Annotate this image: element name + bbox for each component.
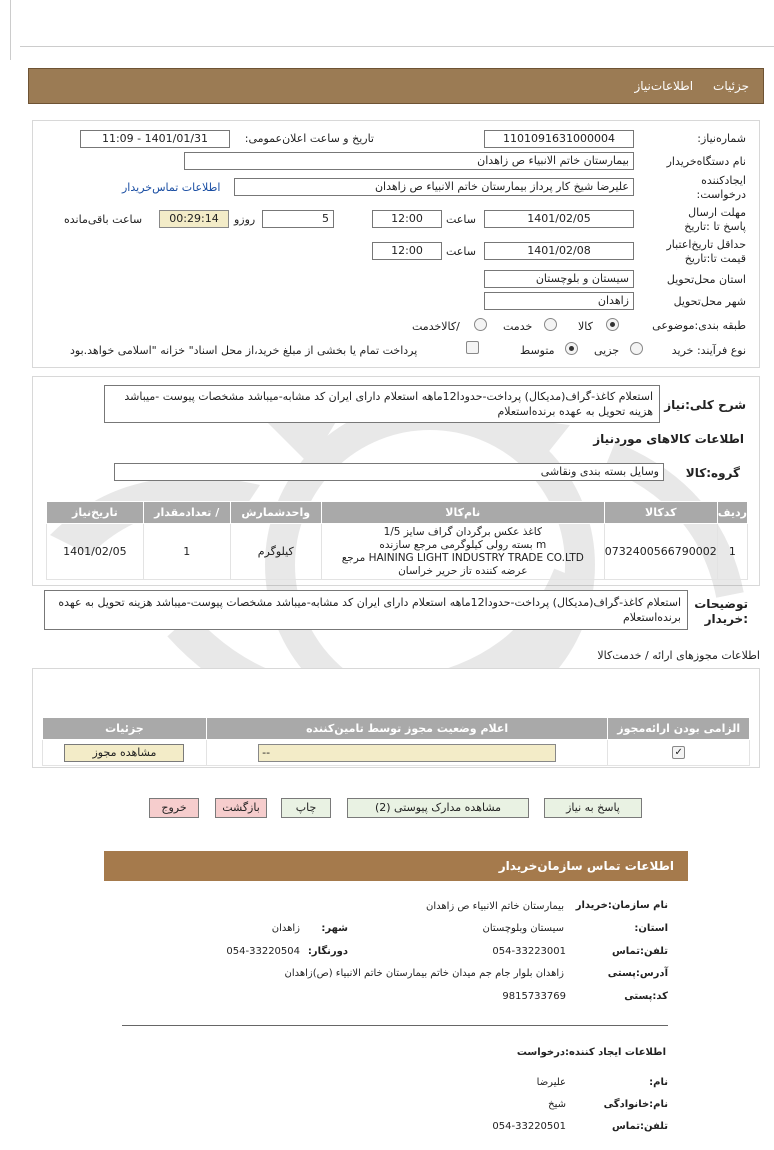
col-required: الزامی بودن ارائه‌مجوز	[608, 718, 750, 740]
city-field: زاهدان	[484, 292, 634, 310]
reply-button[interactable]: پاسخ به نیاز	[544, 798, 642, 818]
contact-city-value: زاهدان	[271, 923, 300, 934]
contact-fax-label: دورنگار:	[307, 946, 348, 957]
table-row	[43, 740, 750, 766]
buyer-note-text: استعلام کاغذ-گراف(مدیکال) پرداخت-حدودا12ماهه استعلام دارای ایران کد مشابه-میباشد مشخصات پیوست-میباشد هزینه تحویل به عهده برنده‌استعلام	[44, 590, 688, 630]
buyer-org-field: بیمارستان خاتم الانبیاء ص زاهدان	[184, 152, 634, 170]
goods-section-title: اطلاعات کالاهای موردنیاز	[593, 432, 744, 446]
province-field: سیستان و بلوچستان	[484, 270, 634, 288]
details-cell	[43, 740, 207, 766]
contact-divider	[122, 1025, 668, 1026]
status-field: --	[258, 744, 556, 762]
col-code: کدکالا	[604, 502, 717, 524]
creator-first-label: نام:	[649, 1077, 668, 1088]
table-row[interactable]	[47, 524, 748, 580]
category-both-label: /کالاخدمت	[412, 320, 460, 333]
contact-address-label: آدرس:پستی	[607, 968, 668, 979]
row-unit: کیلوگرم	[230, 524, 321, 580]
contact-phone-value: 054-33223001	[492, 946, 566, 957]
buyer-org-label: نام دستگاه‌خریدار	[666, 155, 746, 168]
treasury-payment-checkbox[interactable]	[466, 341, 479, 354]
category-both-radio[interactable]	[474, 318, 487, 331]
col-details: جزئیات	[43, 718, 207, 740]
deadline-label: مهلت ارسال پاسخ تا :تاریخ	[684, 206, 746, 233]
col-index: ردیف	[717, 502, 747, 524]
deadline-time-label: ساعت	[446, 213, 476, 226]
contact-org-label: نام سازمان:خریدار	[575, 900, 668, 911]
need-number-label: شماره‌نیاز:	[697, 132, 746, 145]
category-goods-radio[interactable]	[606, 318, 619, 331]
remaining-label: ساعت باقی‌مانده	[64, 213, 143, 226]
attachments-button[interactable]: مشاهده مدارک پیوستی (2)	[347, 798, 529, 818]
col-unit: واحدشمارش	[230, 502, 321, 524]
view-permit-button[interactable]: مشاهده مجوز	[64, 744, 184, 762]
creator-phone-value: 054-33220501	[492, 1121, 566, 1132]
row-name-line2: m بسته رولی کیلوگرمی مرجع سازنده	[379, 538, 547, 551]
contact-title-bar: اطلاعات تماس سازمان‌خریدار	[104, 851, 688, 881]
category-service-radio[interactable]	[544, 318, 557, 331]
validity-label: حداقل تاریخ‌اعتبار قیمت تا:تاریخ	[666, 238, 746, 265]
header-bar	[28, 68, 764, 104]
creator-label: ایجادکننده درخواست:	[696, 174, 746, 201]
col-status: اعلام وضعیت مجوز توسط تامین‌کننده	[206, 718, 608, 740]
process-label: نوع فرآیند: خرید	[671, 344, 746, 357]
announce-field: 1401/01/31 - 11:09	[80, 130, 230, 148]
process-medium-radio[interactable]	[565, 342, 578, 355]
creator-phone-label: تلفن:تماس	[611, 1121, 668, 1132]
goods-group-field: وسایل بسته بندی ونقاشی	[114, 463, 664, 481]
row-name	[321, 524, 604, 580]
validity-date-field: 1401/02/08	[484, 242, 634, 260]
row-date: 1401/02/05	[47, 524, 144, 580]
permits-table	[42, 717, 750, 766]
contact-phone-label: تلفن:تماس	[611, 946, 668, 957]
status-cell	[206, 740, 608, 766]
contact-province-value: سیستان وبلوچستان	[482, 923, 564, 934]
contact-org-value: بیمارستان خاتم الانبیاء ص زاهدان	[425, 901, 564, 912]
contact-city-label: شهر:	[321, 923, 348, 934]
process-small-label: جزیی	[594, 344, 620, 357]
col-name: نام‌کالا	[321, 502, 604, 524]
goods-table-header	[47, 502, 748, 524]
process-medium-label: متوسط	[520, 344, 555, 357]
creator-last-label: نام:خانوادگی	[603, 1099, 668, 1110]
days-field: 5	[262, 210, 334, 228]
deadline-date-field: 1401/02/05	[484, 210, 634, 228]
announce-label: تاریخ و ساعت اعلان‌عمومی:	[244, 132, 374, 145]
creator-first-value: علیرضا	[536, 1077, 566, 1088]
contact-postal-label: کد:پستی	[624, 991, 668, 1002]
col-qty: / تعدادمقدار	[143, 502, 230, 524]
row-qty: 1	[143, 524, 230, 580]
required-cell	[608, 740, 750, 766]
top-divider	[20, 46, 774, 47]
row-name-line4: عرضه کننده تاز حریر خراسان	[398, 564, 528, 577]
goods-table	[46, 501, 748, 580]
creator-info-title: اطلاعات ایجاد کننده:درخواست	[516, 1047, 666, 1058]
buyer-note-label: توضیحات :خریدار	[694, 597, 748, 626]
days-label: روزو	[234, 213, 256, 226]
summary-text: استعلام کاغذ-گراف(مدیکال) پرداخت-حدودا12ماهه استعلام دارای ایران کد مشابه-میباشد مشخصات پیوست -میباشد هزینه تحویل به عهده برنده‌استعلام	[104, 385, 660, 423]
col-date: تاریخ‌نیاز	[47, 502, 144, 524]
row-index: 1	[717, 524, 747, 580]
print-button[interactable]: چاپ	[281, 798, 331, 818]
category-label: طبقه بندی:موضوعی	[652, 319, 746, 332]
remaining-time-field: 00:29:14	[159, 210, 229, 228]
treasury-payment-note: پرداخت تمام یا بخشی از مبلغ خرید،از محل اسناد" خزانه "اسلامی خواهد.بود	[70, 344, 418, 357]
creator-last-value: شیخ	[548, 1099, 566, 1110]
city-label: شهر محل‌تحویل	[673, 295, 746, 308]
buyer-contact-link[interactable]: اطلاعات تماس‌خریدار	[122, 181, 221, 194]
tab-need-info[interactable]: اطلاعات‌نیاز	[634, 79, 694, 93]
row-code: 0732400566790002	[604, 524, 717, 580]
province-label: استان محل‌تحویل	[666, 273, 746, 286]
summary-label: شرح کلی:نیاز	[664, 398, 746, 412]
left-border-line	[10, 0, 11, 60]
required-checkbox: ✓	[672, 746, 685, 759]
validity-time-label: ساعت	[446, 245, 476, 258]
permits-table-header	[43, 718, 750, 740]
tab-details[interactable]: جزئیات	[713, 79, 749, 93]
contact-postal-value: 9815733769	[502, 991, 566, 1002]
contact-address-value: زاهدان بلوار جام جم میدان خاتم بیمارستان خاتم الانبیاء (ص)زاهدان	[284, 968, 564, 979]
deadline-time-field: 12:00	[372, 210, 442, 228]
row-name-line3: HAINING LIGHT INDUSTRY TRADE CO.LTD مرجع	[341, 551, 584, 564]
category-goods-label: کالا	[578, 320, 593, 333]
row-name-line1: کاغذ عکس برگردان گراف سایز 1/5	[383, 525, 542, 538]
contact-province-label: استان:	[634, 923, 668, 934]
permits-title: اطلاعات مجوزهای ارائه / خدمت‌کالا	[597, 649, 760, 662]
goods-group-label: گروه:کالا	[685, 466, 740, 480]
contact-fax-value: 054-33220504	[226, 946, 300, 957]
validity-time-field: 12:00	[372, 242, 442, 260]
exit-button[interactable]: خروج	[149, 798, 199, 818]
category-service-label: خدمت	[503, 320, 533, 333]
creator-field: علیرضا شیخ کار پرداز بیمارستان خاتم الانبیاء ص زاهدان	[234, 178, 634, 196]
need-number-field: 1101091631000004	[484, 130, 634, 148]
back-button[interactable]: بازگشت	[215, 798, 267, 818]
process-small-radio[interactable]	[630, 342, 643, 355]
